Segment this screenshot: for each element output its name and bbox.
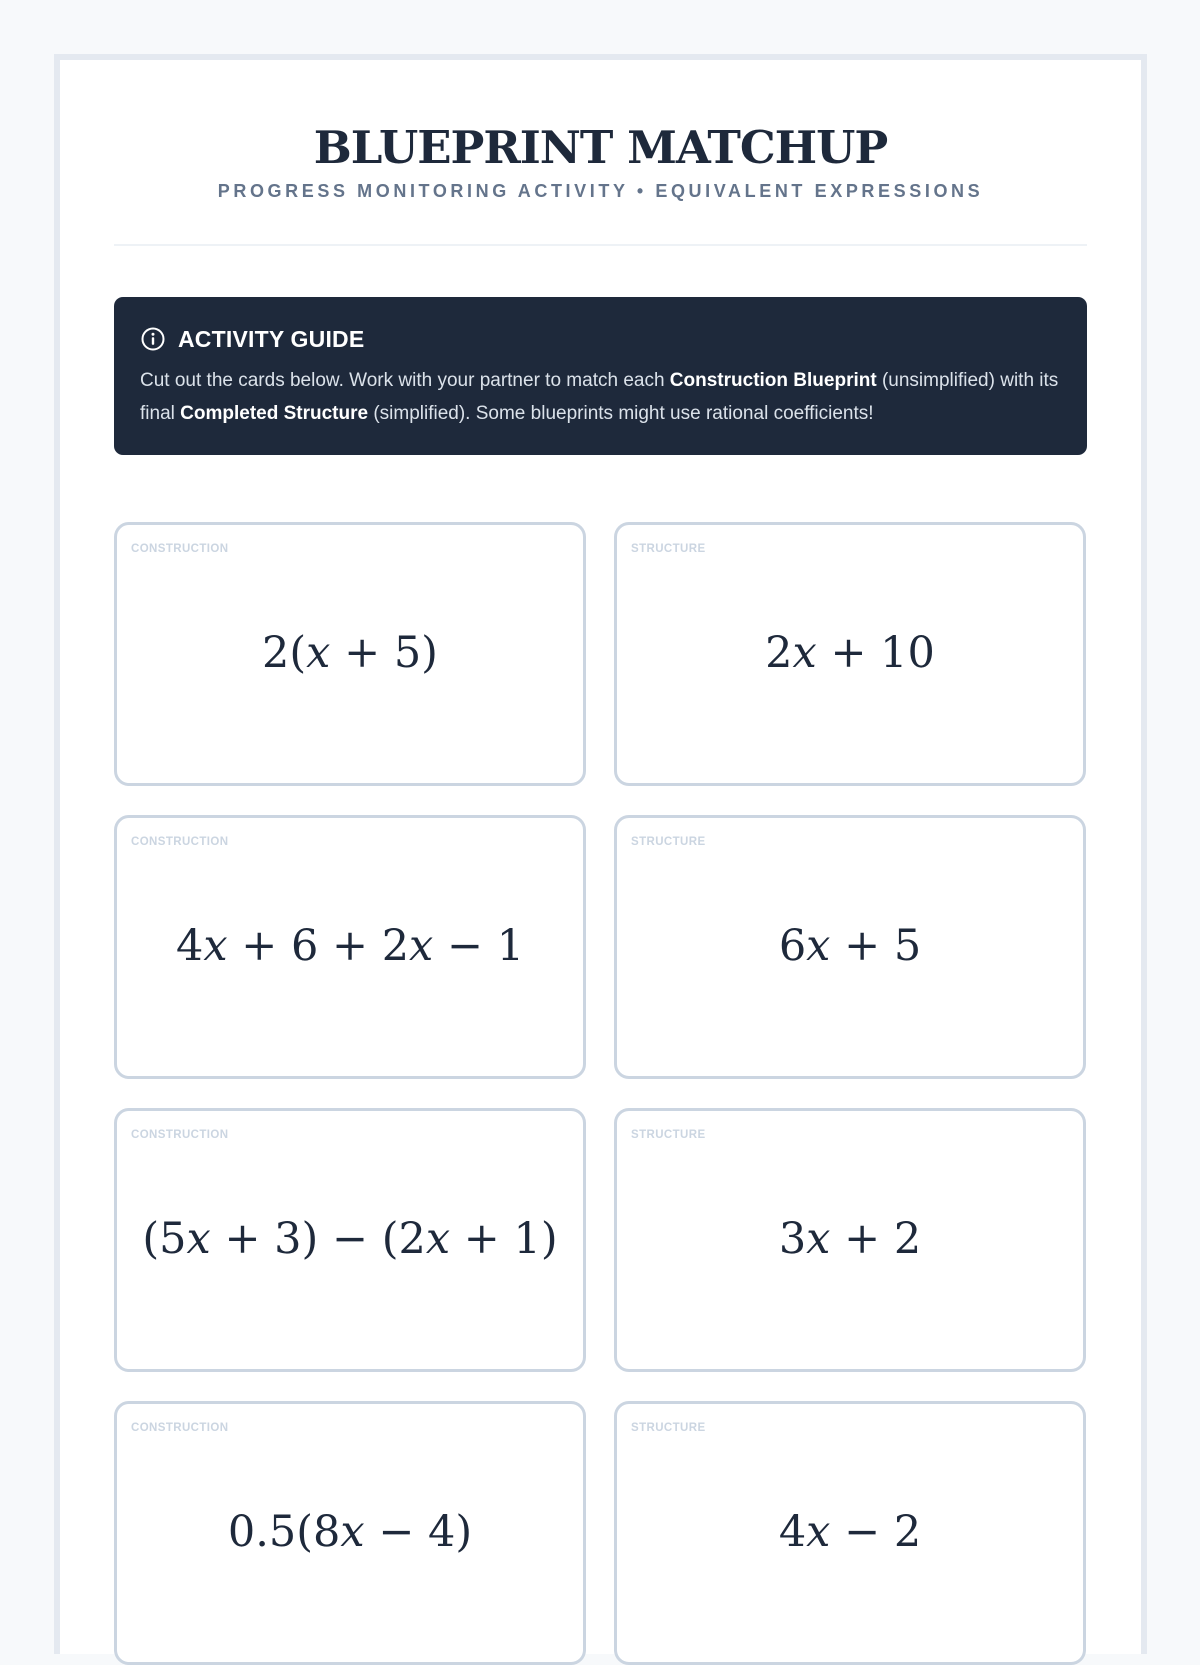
info-icon	[140, 326, 166, 352]
card-tag: STRUCTURE	[631, 1422, 706, 1434]
construction-card[interactable]	[114, 1401, 586, 1665]
card-expression: 0.5(8x − 4)	[227, 1507, 473, 1557]
guide-text-part: (simplified). Some blueprints might use rational coefficients!	[368, 403, 874, 424]
card-expression: 4x + 6 + 2x − 1	[175, 921, 525, 971]
card-expression: 2x + 10	[765, 628, 935, 678]
structure-card[interactable]	[614, 1401, 1086, 1665]
card-expression: 6x + 5	[778, 921, 922, 971]
structure-card[interactable]	[614, 522, 1086, 786]
guide-text-part: (unsimplified) with its final	[140, 370, 1059, 424]
activity-guide-header	[140, 323, 1061, 355]
card-tag: STRUCTURE	[631, 543, 706, 555]
guide-bold-construction: Construction Blueprint	[669, 370, 877, 391]
page-subtitle: PROGRESS MONITORING ACTIVITY • EQUIVALENT EXPRESSIONS	[217, 181, 984, 201]
guide-text-part: Cut out the cards below. Work with your partner to match each	[140, 370, 670, 391]
card-expression: 2(x + 5)	[262, 628, 438, 678]
card-tag: STRUCTURE	[631, 836, 706, 848]
worksheet	[54, 54, 1147, 1654]
structure-card[interactable]	[614, 815, 1086, 1079]
card-tag: CONSTRUCTION	[131, 1422, 229, 1434]
card-tag: STRUCTURE	[631, 1129, 706, 1141]
card-tag: CONSTRUCTION	[131, 836, 229, 848]
construction-card[interactable]	[114, 815, 586, 1079]
activity-guide	[114, 297, 1087, 455]
card-expression: 3x + 2	[778, 1214, 922, 1264]
guide-bold-structure: Completed Structure	[180, 403, 369, 424]
card-expression: 4x − 2	[778, 1507, 922, 1557]
activity-guide-title: ACTIVITY GUIDE	[178, 325, 365, 352]
page-title: BLUEPRINT MATCHUP	[313, 121, 888, 174]
activity-guide-text	[140, 364, 1061, 430]
structure-card[interactable]	[614, 1108, 1086, 1372]
card-tag: CONSTRUCTION	[131, 1129, 229, 1141]
construction-card[interactable]	[114, 1108, 586, 1372]
divider	[114, 244, 1087, 246]
construction-card[interactable]	[114, 522, 586, 786]
card-tag: CONSTRUCTION	[131, 543, 229, 555]
card-expression: (5x + 3) − (2x + 1)	[142, 1214, 558, 1264]
